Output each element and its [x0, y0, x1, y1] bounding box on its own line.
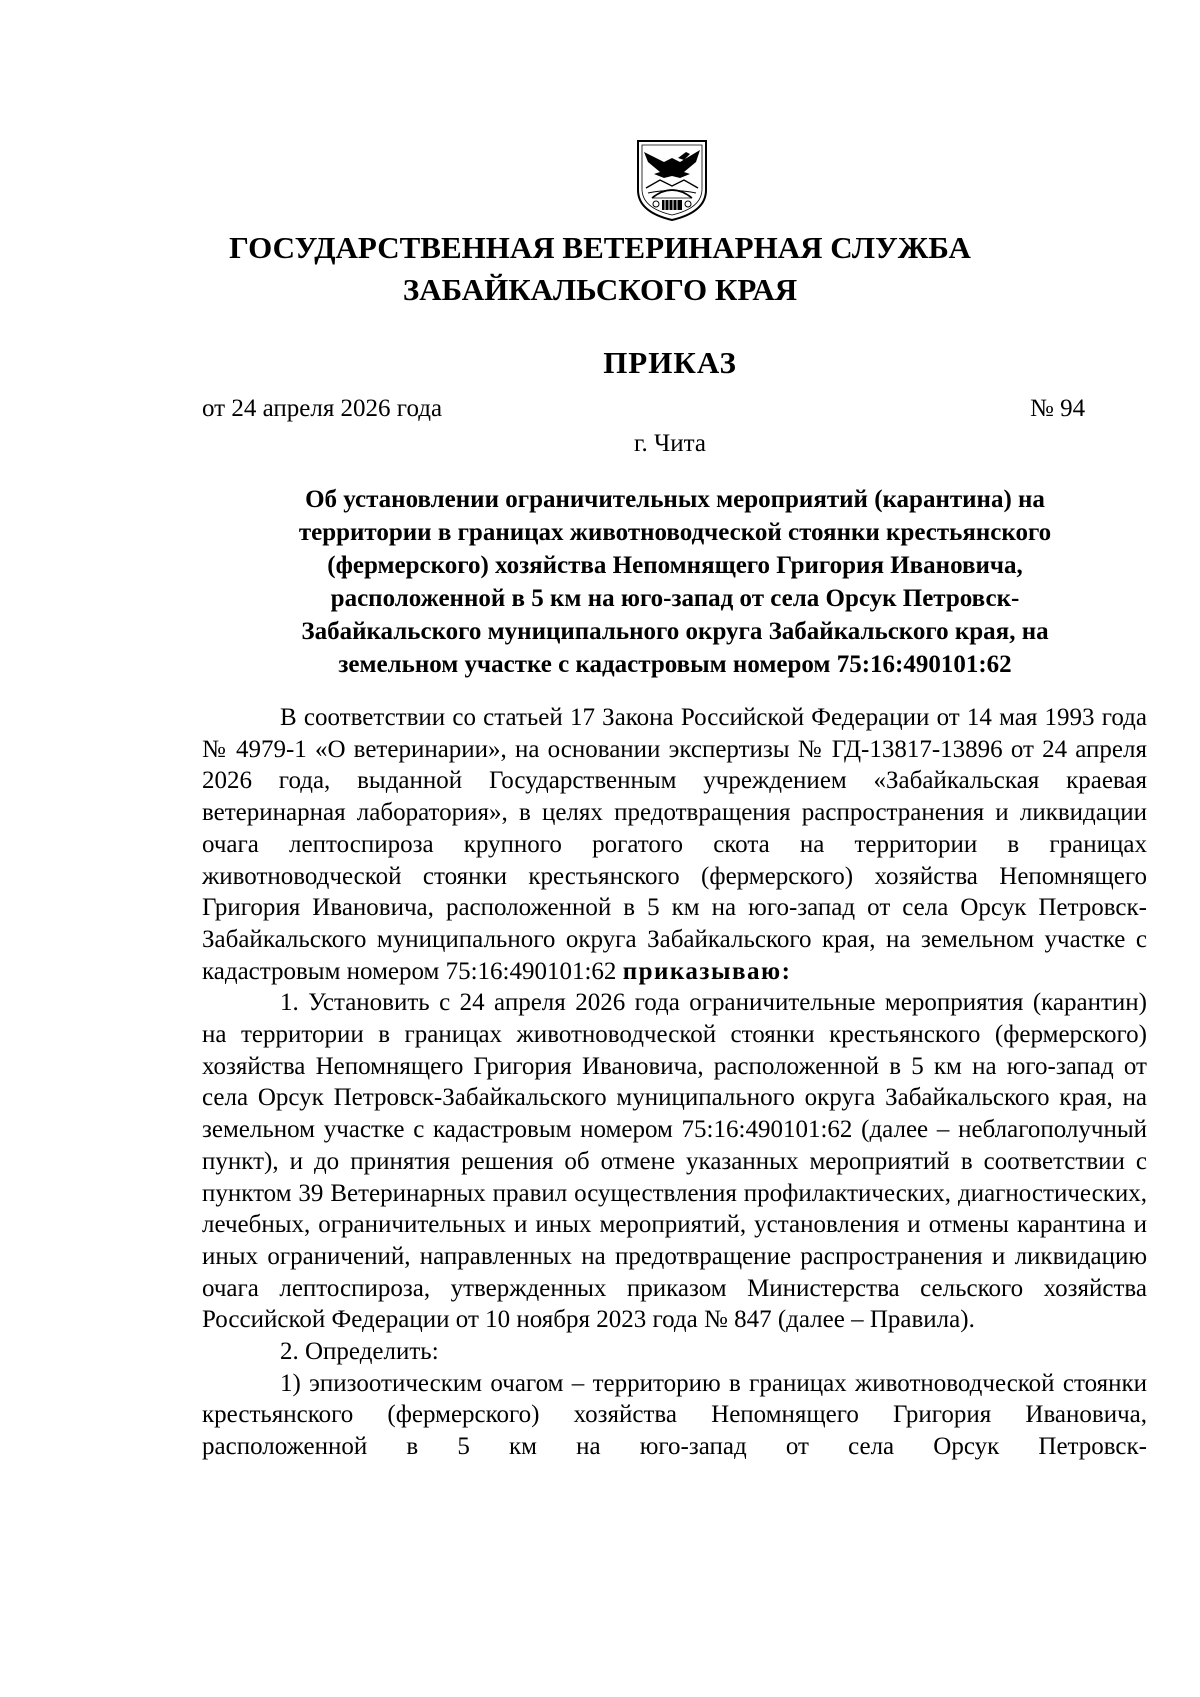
preamble-text: В соответствии со статьей 17 Закона Российской Федерации от 14 мая 1993 года № 4979-1 «О ветеринарии», на основании экспертизы № ГД-13817-13896 от 24 апреля 2026 года, выданной Государственным учреждением «Забайкальская краевая ветеринарная лаборатория», в целях предотвращения распространения и ликвидации очага лептоспироза крупного рогатого скота на территории в границах животноводческой стоянки крестьянского (фермерского) хозяйства Непомнящего Григория Ивановича, расположенной в 5 км на юго-запад от села Орсук Петровск-Забайкальского муниципального округа Забайкальского края, на земельном участке с кадастровым номером 75:16:490101:62 [202, 704, 1147, 985]
document-type: ПРИКАЗ [603, 345, 737, 380]
preamble-paragraph [202, 702, 1147, 987]
organization-name-line2: ЗАБАЙКАЛЬСКОГО КРАЯ [402, 272, 798, 307]
subject-line: земельном участке с кадастровым номером 75:16:490101:62 [338, 651, 1012, 678]
item-2-paragraph: 2. Определить: [280, 1338, 439, 1366]
order-word: приказываю: [622, 957, 792, 985]
subject-line: территории в границах животноводческой стоянки крестьянского [298, 519, 1052, 546]
document-body [202, 702, 1147, 1463]
organization-name-line1: ГОСУДАРСТВЕННАЯ ВЕТЕРИНАРНАЯ СЛУЖБА [229, 230, 971, 265]
subject-line: (фермерского) хозяйства Непомнящего Григория Ивановича, [327, 552, 1023, 579]
item-1-paragraph: 1. Установить с 24 апреля 2026 года ограничительные мероприятия (карантин) на территории в границах животноводческой стоянки крестьянского (фермерского) хозяйства Непомнящего Григория Ивановича, расположенной в 5 км на юго-запад от села Орсук Петровск-Забайкальского муниципального округа Забайкальского края, на земельном участке с кадастровым номером 75:16:490101:62 (далее – неблагополучный пункт), и до принятия решения об отмене указанных мероприятий в соответствии с пунктом 39 Ветеринарных правил осуществления профилактических, диагностических, лечебных, ограничительных и иных мероприятий, установления и отмены карантина и иных ограничений, направленных на предотвращение распространения и ликвидацию очага лептоспироза, утвержденных приказом Министерства сельского хозяйства Российской Федерации от 10 ноября 2023 года № 847 (далее – Правила). [202, 989, 1147, 1334]
coat-of-arms-icon [634, 138, 710, 222]
subject-line: расположенной в 5 км на юго-запад от села Орсук Петровск- [330, 585, 1020, 612]
document-city: г. Чита [634, 430, 706, 457]
subject-line: Забайкальского муниципального округа Забайкальского края, на [301, 618, 1049, 645]
document-number: № 94 [1030, 395, 1086, 422]
document-subject [230, 483, 1120, 681]
item-2-1-paragraph: 1) эпизоотическим очагом – территорию в границах животноводческой стоянки крестьянского (фермерского) хозяйства Непомнящего Григория Ивановича, расположенной в 5 км на юго-запад от села Орсук Петровск- [202, 1369, 1147, 1461]
document-date: от 24 апреля 2026 года [202, 395, 443, 422]
subject-line: Об установлении ограничительных мероприятий (карантина) на [305, 486, 1045, 513]
